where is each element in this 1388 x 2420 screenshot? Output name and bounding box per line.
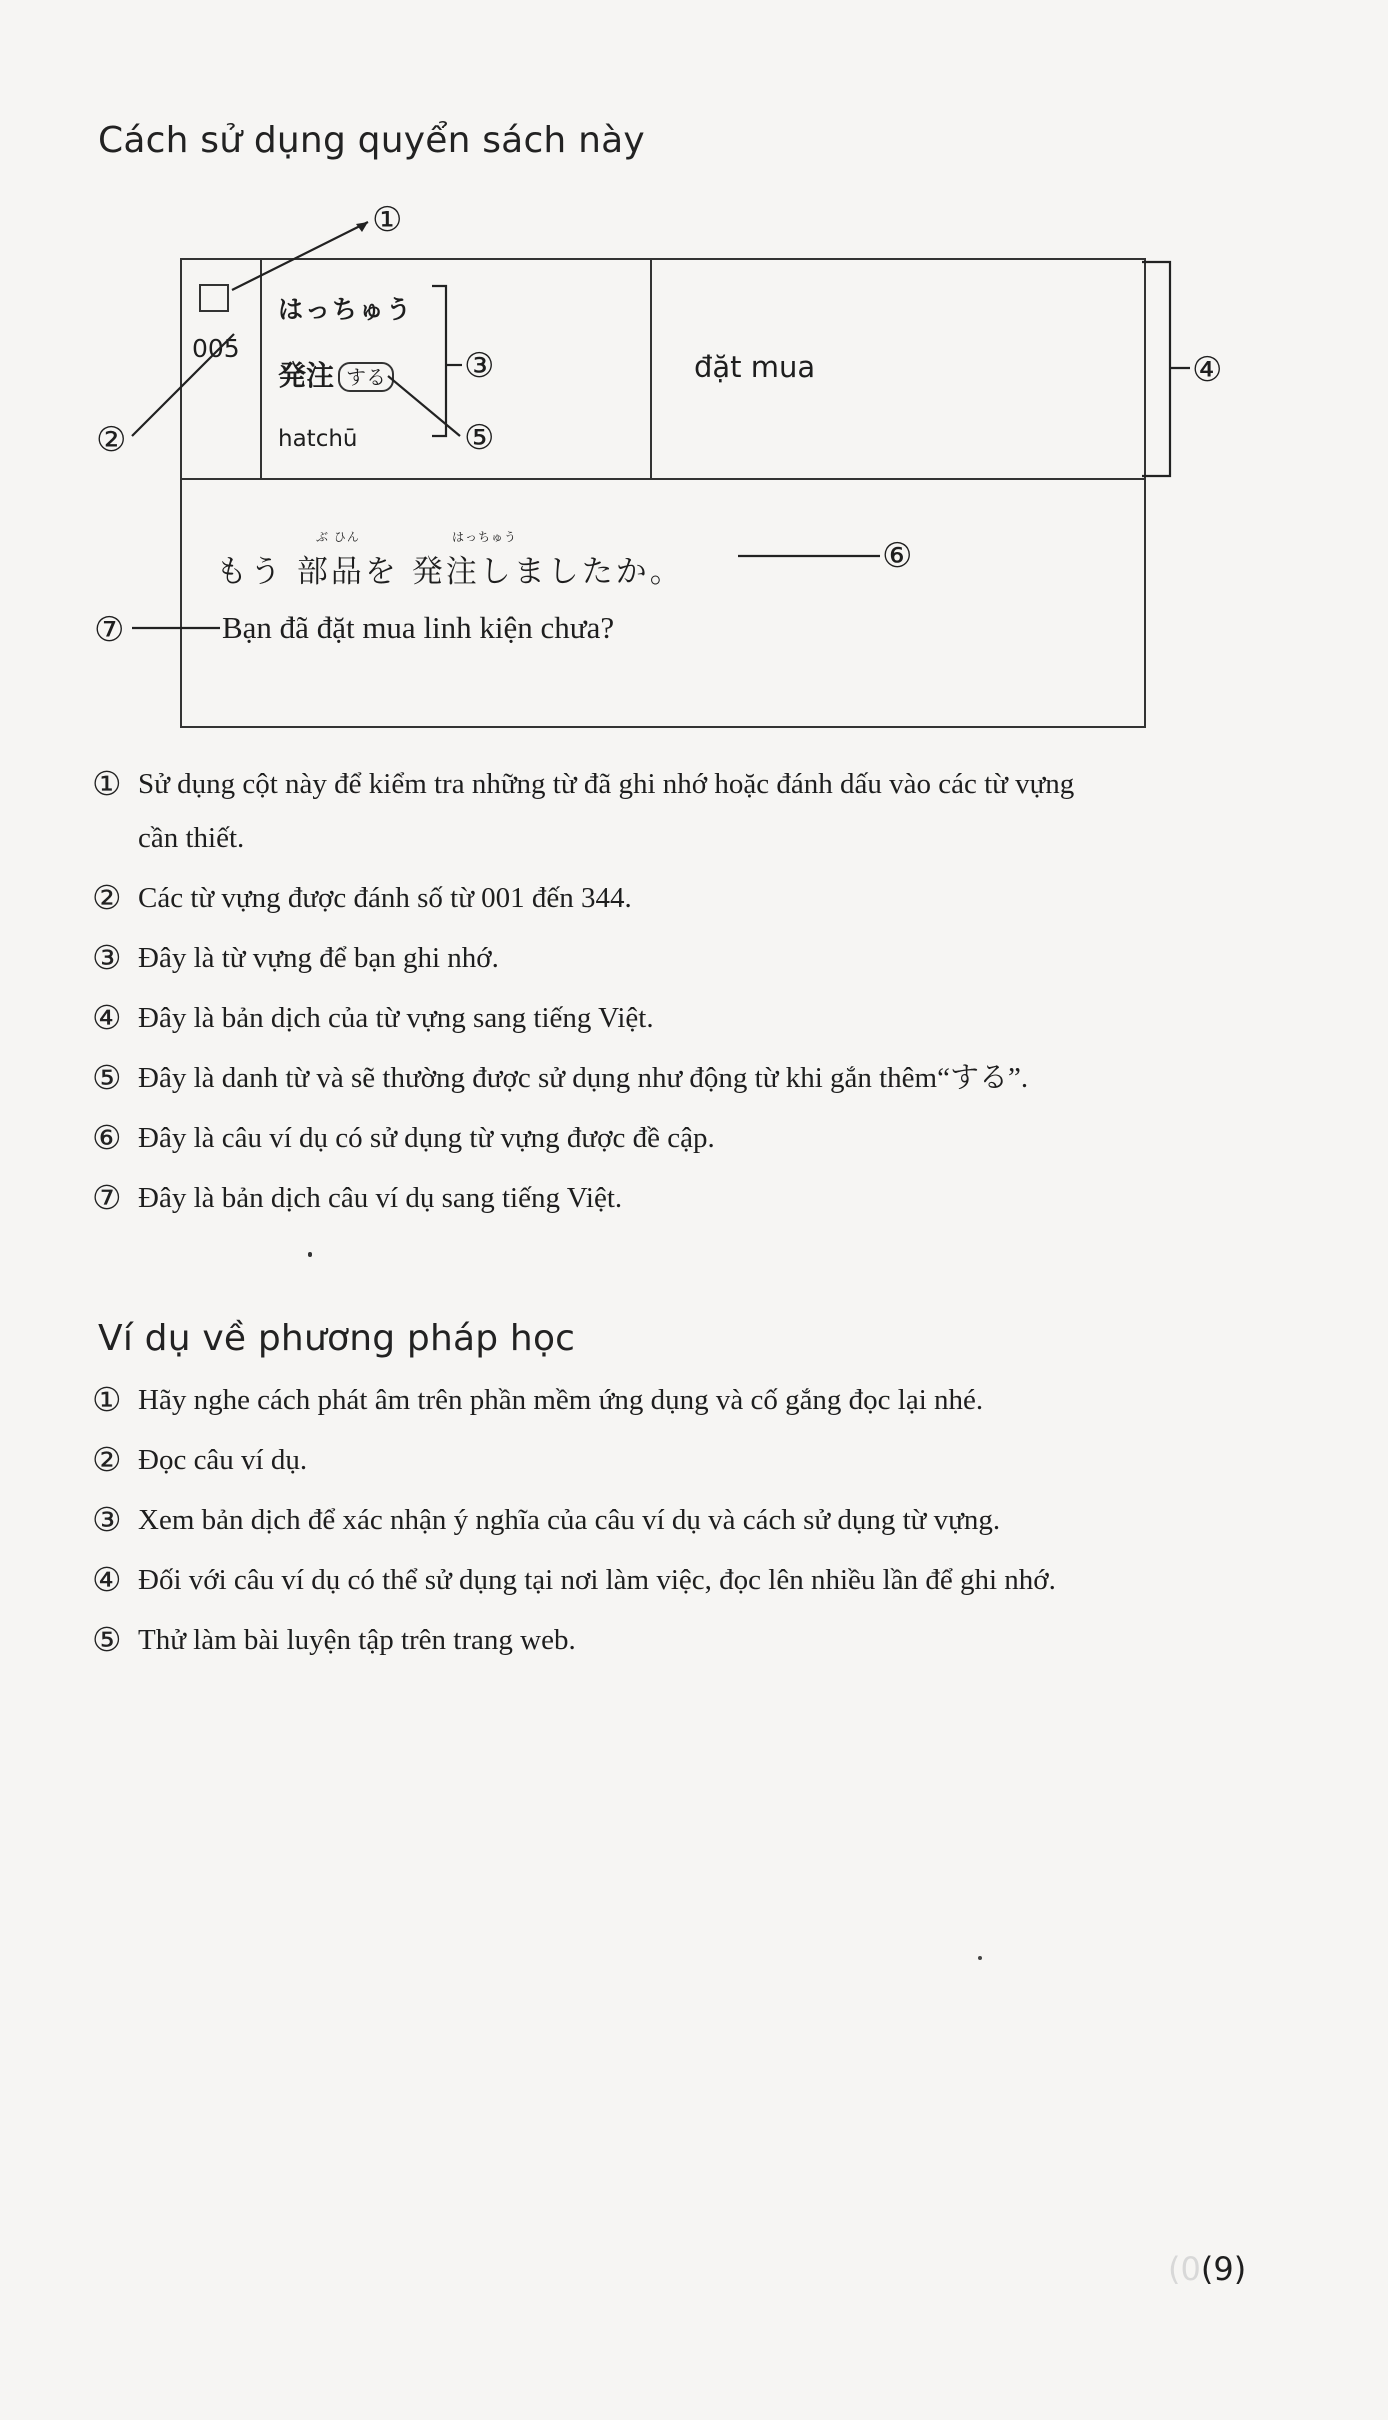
romaji: hatchū bbox=[278, 426, 358, 452]
ink-speck bbox=[978, 1956, 982, 1960]
reading-kana: はっちゅう bbox=[278, 295, 414, 324]
leader-line-2 bbox=[132, 334, 234, 436]
list-item-text: Đây là danh từ và sẽ thường được sử dụng như động từ khi gắn thêm“する”. bbox=[138, 1062, 1029, 1094]
list-marker: ④ bbox=[92, 998, 122, 1037]
callout-4: ④ bbox=[1192, 350, 1223, 390]
callout-6: ⑥ bbox=[882, 536, 913, 576]
callout-7: ⑦ bbox=[94, 610, 125, 650]
list-item bbox=[92, 1178, 622, 1218]
suru-badge: する bbox=[338, 362, 394, 392]
list-marker: ② bbox=[92, 878, 122, 917]
bracket-4 bbox=[1142, 262, 1170, 476]
list-item bbox=[92, 1058, 1028, 1098]
list-item bbox=[92, 764, 1074, 804]
list-item bbox=[92, 938, 499, 978]
section-title-usage: Cách sử dụng quyển sách này bbox=[98, 120, 645, 161]
list-item bbox=[92, 1118, 715, 1158]
section-title-method: Ví dụ về phương pháp học bbox=[98, 1318, 576, 1359]
list-marker: ③ bbox=[92, 1500, 122, 1539]
usage-diagram bbox=[0, 0, 1388, 760]
list-item bbox=[92, 878, 632, 918]
list-marker: ⑤ bbox=[92, 1058, 122, 1097]
list-marker: ⑤ bbox=[92, 1620, 122, 1659]
list-marker: ⑦ bbox=[92, 1178, 122, 1217]
list-item bbox=[92, 1620, 576, 1660]
list-marker: ④ bbox=[92, 1560, 122, 1599]
list-marker: ⑥ bbox=[92, 1118, 122, 1157]
vocab-kanji: 発注 bbox=[278, 359, 335, 392]
list-item bbox=[92, 818, 244, 858]
list-item bbox=[92, 1500, 1000, 1540]
list-item bbox=[92, 1560, 1056, 1600]
example-sentence-vi: Bạn đã đặt mua linh kiện chưa? bbox=[222, 610, 615, 645]
list-item bbox=[92, 1380, 983, 1420]
entry-number: 005 bbox=[192, 334, 240, 363]
leader-line-5 bbox=[388, 376, 460, 436]
list-item-text: Đây là câu ví dụ có sử dụng từ vựng được đề cập. bbox=[138, 1122, 715, 1154]
callout-5: ⑤ bbox=[464, 418, 495, 458]
list-item-text: Xem bản dịch để xác nhận ý nghĩa của câu ví dụ và cách sử dụng từ vựng. bbox=[138, 1504, 1001, 1536]
word-meaning: đặt mua bbox=[694, 350, 816, 384]
page-number-ghost: (0 bbox=[1168, 2250, 1201, 2288]
list-item-text: cần thiết. bbox=[138, 822, 245, 854]
annotation-lines bbox=[0, 0, 1388, 760]
list-item-text: Thử làm bài luyện tập trên trang web. bbox=[138, 1624, 576, 1656]
list-marker: ② bbox=[92, 1440, 122, 1479]
ink-speck bbox=[308, 1252, 312, 1257]
list-item-text: Sử dụng cột này để kiểm tra những từ đã ghi nhớ hoặc đánh dấu vào các từ vựng bbox=[138, 768, 1075, 800]
list-item bbox=[92, 1440, 307, 1480]
ruby-hatchu: はっちゅう bbox=[452, 530, 518, 544]
callout-1: ① bbox=[372, 200, 403, 240]
list-item-text: Đây là bản dịch câu ví dụ sang tiếng Việt. bbox=[138, 1182, 623, 1214]
list-marker: ① bbox=[92, 764, 122, 803]
example-sentence-jp: もう 部品を 発注しましたか。 bbox=[216, 554, 684, 590]
callout-2: ② bbox=[96, 420, 127, 460]
list-item-text: Hãy nghe cách phát âm trên phần mềm ứng dụng và cố gắng đọc lại nhé. bbox=[138, 1384, 984, 1416]
page-number-value: (9) bbox=[1200, 2250, 1247, 2288]
page-number bbox=[1168, 2250, 1246, 2288]
list-marker: ① bbox=[92, 1380, 122, 1419]
list-item-text: Các từ vựng được đánh số từ 001 đến 344. bbox=[138, 882, 632, 914]
list-marker: ③ bbox=[92, 938, 122, 977]
list-item-text: Đây là từ vựng để bạn ghi nhớ. bbox=[138, 942, 499, 974]
leader-line-1 bbox=[232, 222, 368, 290]
list-item-text: Đọc câu ví dụ. bbox=[138, 1444, 308, 1476]
list-item-text: Đây là bản dịch của từ vựng sang tiếng Việt. bbox=[138, 1002, 654, 1034]
list-item-text: Đối với câu ví dụ có thể sử dụng tại nơi làm việc, đọc lên nhiều lần để ghi nhớ. bbox=[138, 1564, 1056, 1596]
ruby-buhin: ぶ ひん bbox=[316, 530, 360, 544]
list-item bbox=[92, 998, 654, 1038]
callout-3: ③ bbox=[464, 346, 495, 386]
